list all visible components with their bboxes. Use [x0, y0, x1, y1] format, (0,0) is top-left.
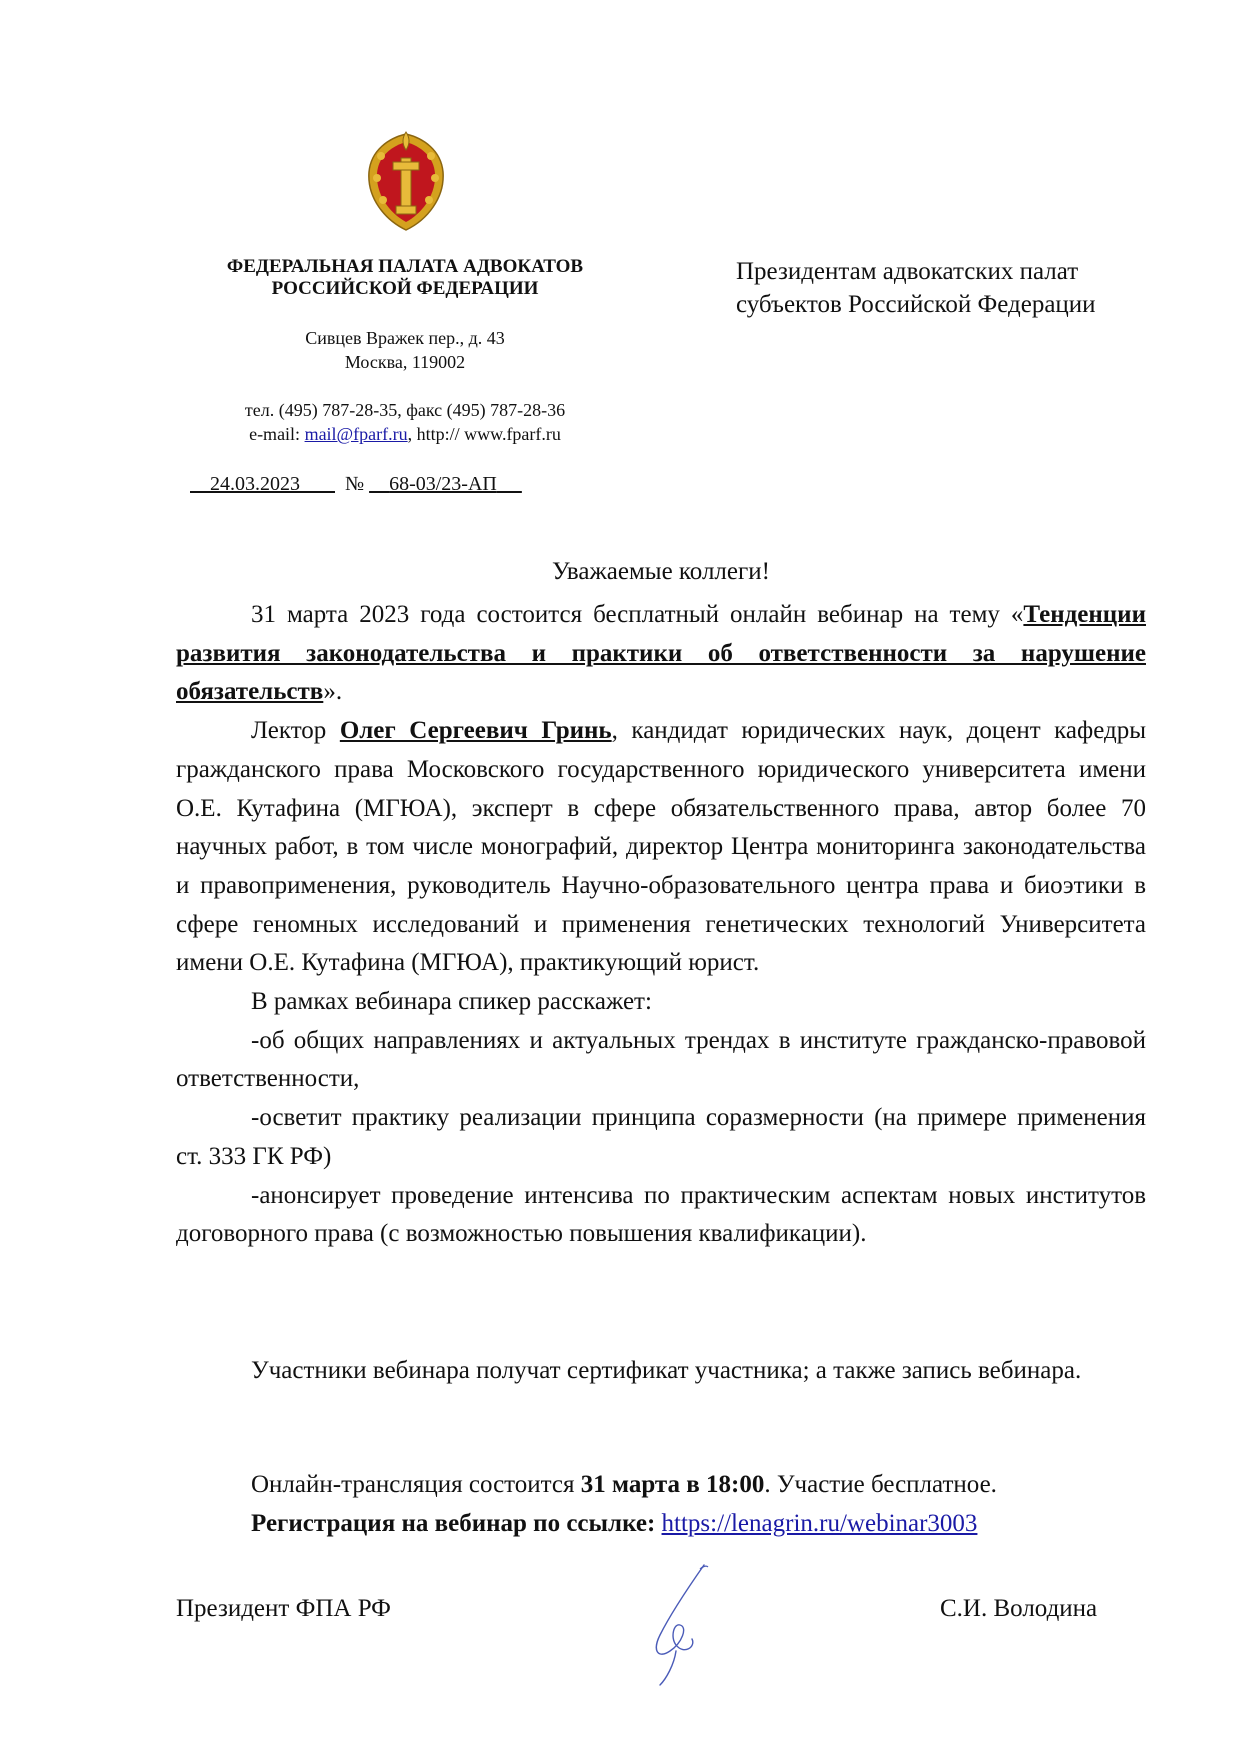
recipient-line2: субъектов Российской Федерации — [736, 291, 1096, 318]
registration-link[interactable]: https://lenagrin.ru/webinar3003 — [661, 1509, 978, 1537]
recipient-block — [736, 255, 1176, 321]
fpa-emblem-logo — [363, 128, 449, 234]
email-link[interactable]: mail@fparf.ru — [304, 424, 408, 444]
organization-address — [185, 326, 625, 374]
paragraph-announcement: 31 марта 2023 года состоится бесплатный онлайн вебинар на тему «Тенденции развития законодательства и практики об ответственности за нарушение обязательств». — [176, 601, 1146, 706]
paragraph-schedule: Онлайн-трансляция состоится 31 марта в 18:00. Участие бесплатное. — [251, 1471, 997, 1498]
website: , http:// www.fparf.ru — [407, 424, 561, 444]
webinar-topic: Тенденции развития законодательства и практики об ответственности за нарушение обязательств — [176, 601, 1146, 706]
paragraph-agenda-intro: В рамках вебинара спикер расскажет: — [251, 988, 652, 1016]
number-sign: № — [345, 473, 365, 495]
lecturer-name: Олег Сергеевич Гринь — [339, 717, 612, 745]
paragraph-registration — [176, 1505, 1146, 1544]
webinar-datetime: 31 марта в 18:00 — [580, 1471, 765, 1498]
email-web-line — [150, 422, 660, 446]
registration-line — [190, 473, 522, 496]
recipient-line1: Президентам адвокатских палат — [736, 258, 1079, 285]
org-name-line1: ФЕДЕРАЛЬНАЯ ПАЛАТА АДВОКАТОВ — [226, 256, 584, 277]
phone-fax: тел. (495) 787-28-35, факс (495) 787-28-36 — [244, 400, 566, 420]
letter-body-participants — [176, 1352, 1146, 1391]
greeting: Уважаемые коллеги! — [552, 558, 770, 585]
address-line1: Сивцев Вражек пер., д. 43 — [305, 328, 505, 348]
contacts-block — [150, 398, 660, 446]
agenda-item: -анонсирует проведение интенсива по практическим аспектам новых институтов договорного права (с возможностью повышения квалификации). — [176, 1181, 1146, 1248]
organization-name — [185, 256, 625, 300]
letter-number: 68-03/23-АП — [389, 473, 497, 495]
paragraph-lecturer: Лектор Олег Сергеевич Гринь, кандидат юридических наук, доцент кафедры гражданского права Московского государственного юридического университета имени О.Е. Кутафина (МГЮА), эксперт в сфере обязательственного права, автор более 70 научных работ, в том числе монографий, директор Центра мониторинга законодательства и правоприменения, руководитель Научно-образовательного центра права и биоэтики в сфере геномных исследований и применения генетических технологий Университета имени О.Е. Кутафина (МГЮА), практикующий юрист. — [176, 717, 1147, 977]
registration-label: Регистрация на вебинар по ссылке: — [251, 1509, 662, 1537]
email-label: e-mail: — [249, 424, 305, 444]
org-name-line2: РОССИЙСКОЙ ФЕДЕРАЦИИ — [271, 278, 539, 299]
letter-date: 24.03.2023 — [210, 473, 300, 495]
agenda-item: -об общих направлениях и актуальных трендах в институте гражданско-правовой ответственности, — [176, 1026, 1146, 1093]
signatory-name: С.И. Володина — [940, 1595, 1098, 1622]
letter-body-registration — [176, 1466, 1146, 1543]
handwritten-signature — [630, 1555, 740, 1695]
signatory-position: Президент ФПА РФ — [176, 1595, 391, 1622]
address-line2: Москва, 119002 — [344, 352, 466, 372]
letter-body — [176, 596, 1146, 1254]
paragraph-certificate: Участники вебинара получат сертификат участника; а также запись вебинара. — [251, 1357, 1082, 1384]
agenda-item: -осветит практику реализации принципа соразмерности (на примере применения ст. 333 ГК РФ) — [176, 1104, 1146, 1170]
